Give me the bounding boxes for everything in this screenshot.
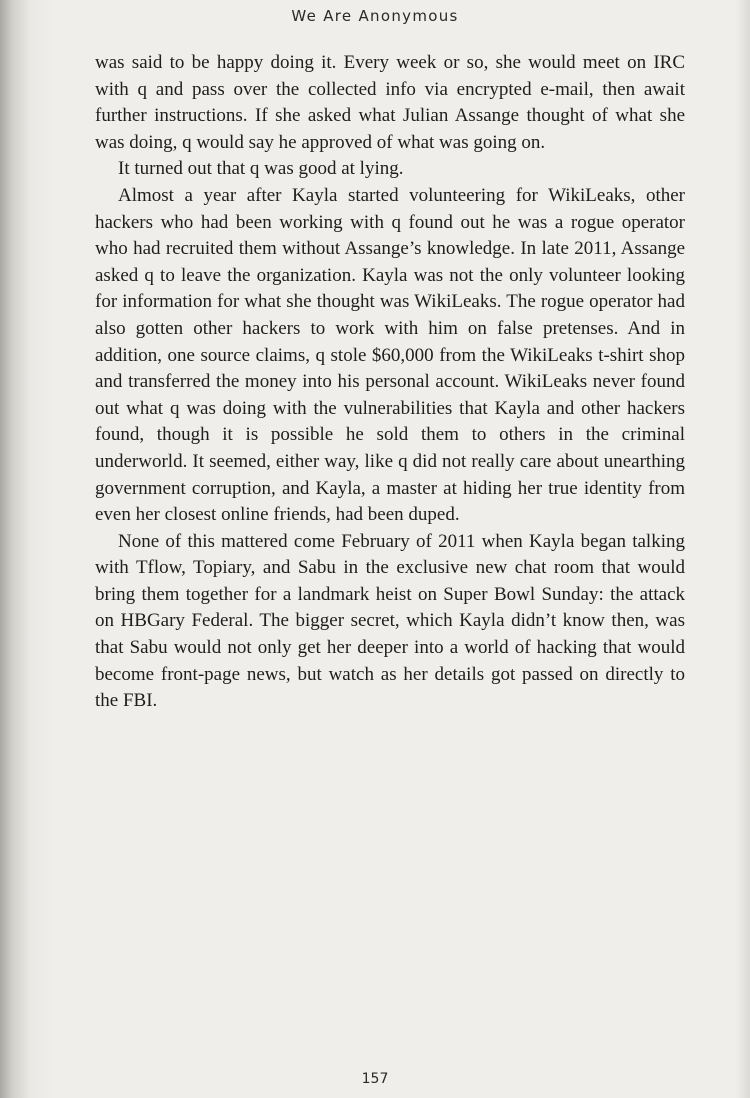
page-number: 157 <box>361 1071 389 1087</box>
paragraph-3: Almost a year after Kayla started volunteering for WikiLeaks, other hackers who had been working with q found out he was a rogue operator who had recruited them without Assange’s knowledge. In late 2011, Assange asked q to leave the organization. Kayla was not the only volunteer looking for information for what she thought was WikiLeaks. The rogue operator had also gotten other hackers to work with him on false pretenses. And in addition, one source claims, q stole $60,000 from the WikiLeaks t-shirt shop and transferred the money into his personal account. WikiLeaks never found out what q was doing with the vulnerabilities that Kayla and other hackers found, though it is possible he sold them to others in the criminal underworld. It seemed, either way, like q did not really care about unearthing government corruption, and Kayla, a master at hiding her true identity from even her closest online friends, had been duped. <box>95 184 685 526</box>
running-head: We Are Anonymous <box>291 7 459 25</box>
paragraph-4: None of this mattered come February of 2011 when Kayla began talking with Tflow, Topiary, and Sabu in the exclusive new chat room that would bring them together for a landmark heist on Super Bowl Sunday: the attack on HBGary Federal. The bigger secret, which Kayla didn’t know then, was that Sabu would not only get her deeper into a world of hacking that would become front-page news, but watch as her details got passed on directly to the FBI. <box>95 530 685 712</box>
paragraph-2: It turned out that q was good at lying. <box>118 158 404 180</box>
paragraph-1: was said to be happy doing it. Every week or so, she would meet on IRC with q and pass over the collected info via encrypted e-mail, then await further instructions. If she asked what Julian Assange thought of what she was doing, q would say he approved of what was going on. <box>95 52 685 153</box>
body-text <box>95 50 685 715</box>
